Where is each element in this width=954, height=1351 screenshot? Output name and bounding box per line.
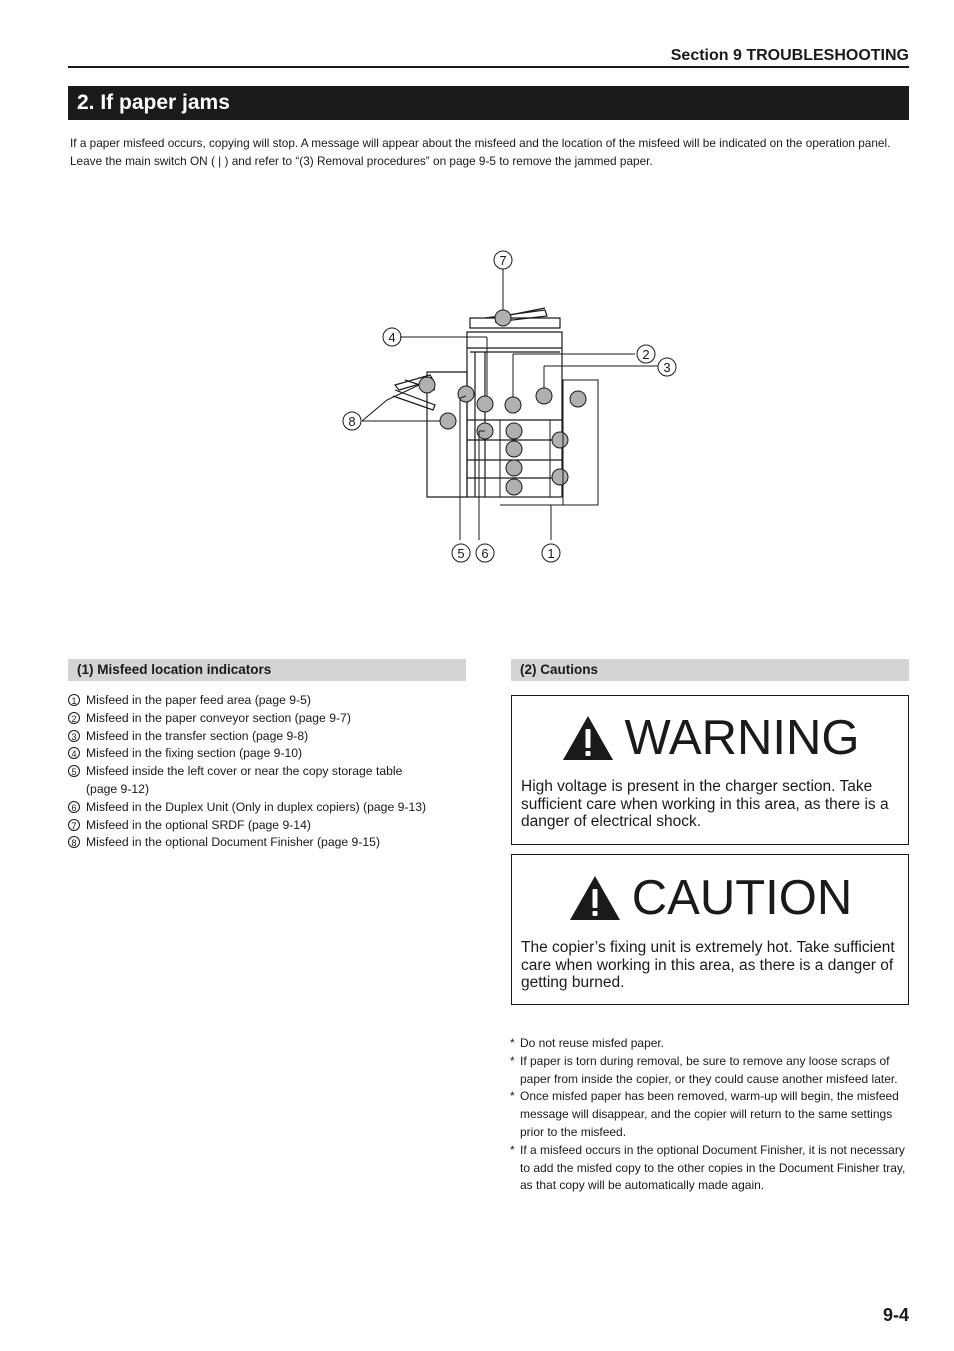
note-item: * If a misfeed occurs in the optional Document Finisher, it is not necessary to add the misfed copy to the other copies in the Document Finisher tray, as that copy will be automatically made again. <box>510 1142 906 1193</box>
cautions-heading-text: (2) Cautions <box>520 662 599 677</box>
caution-header <box>512 857 908 939</box>
caution-box <box>511 854 909 1005</box>
number-badge: 3 <box>68 730 80 742</box>
list-item: 1 Misfeed in the paper feed area (page 9-5) <box>68 692 468 710</box>
list-item: 6 Misfeed in the Duplex Unit (Only in duplex copiers) (page 9-13) <box>68 799 468 817</box>
callout-1: 1 <box>547 546 555 561</box>
intro-paragraph: If a paper misfeed occurs, copying will stop. A message will appear about the misfeed and the location of the misfeed will be indicated on the operation panel. Leave the main switch ON ( | ) and refer to “(3) Removal procedures” on page 9-5 to remove the jammed paper. <box>70 136 891 168</box>
list-item: 7 Misfeed in the optional SRDF (page 9-14) <box>68 817 468 835</box>
caution-triangle-icon <box>568 874 622 922</box>
list-item: 2 Misfeed in the paper conveyor section (page 9-7) <box>68 710 468 728</box>
number-badge: 4 <box>68 747 80 759</box>
number-badge: 5 <box>68 765 80 777</box>
note-item: * Once misfed paper has been removed, warm-up will begin, the misfeed message will disappear, and the copier will return to the same settings prior to the misfeed. <box>510 1089 899 1139</box>
caution-text: The copier’s fixing unit is extremely hot. Take sufficient care when working in this area, as there is a danger of getting burned. <box>521 939 895 991</box>
number-badge: 6 <box>68 801 80 813</box>
indicators-heading-text: (1) Misfeed location indicators <box>77 662 272 677</box>
note-item: * Do not reuse misfed paper. <box>510 1036 665 1050</box>
callout-6: 6 <box>481 546 489 561</box>
number-badge: 2 <box>68 712 80 724</box>
rollers <box>419 310 586 495</box>
warning-triangle-icon <box>561 714 615 762</box>
srdf-unit <box>470 308 560 328</box>
copier-diagram <box>335 240 695 580</box>
callout-2: 2 <box>642 347 650 362</box>
callout-4: 4 <box>388 330 396 345</box>
number-badge: 7 <box>68 819 80 831</box>
caution-word: CAUTION <box>631 871 853 925</box>
list-item: 4 Misfeed in the fixing section (page 9-10) <box>68 745 468 763</box>
section-title: Section 9 TROUBLESHOOTING <box>670 47 909 64</box>
section-header <box>68 46 909 68</box>
warning-header <box>512 698 908 778</box>
callout-3: 3 <box>663 360 671 375</box>
list-item: 8 Misfeed in the optional Document Finisher (page 9-15) <box>68 834 468 852</box>
page-number: 9-4 <box>882 1305 909 1325</box>
indicators-heading <box>68 659 466 681</box>
page-title: 2. If paper jams <box>77 91 230 114</box>
cautions-heading <box>511 659 909 681</box>
page-title-bar <box>68 86 909 120</box>
notes-list <box>510 1035 910 1195</box>
callout-7: 7 <box>499 253 507 268</box>
list-item: 5 Misfeed inside the left cover or near the copy storage table (page 9-12) <box>68 763 431 799</box>
callout-5: 5 <box>457 546 465 561</box>
number-badge: 8 <box>68 836 80 848</box>
note-item: * If paper is torn during removal, be sure to remove any loose scraps of paper from inside the copier, or they could cause another misfeed later. <box>510 1053 898 1086</box>
callout-8: 8 <box>348 414 356 429</box>
warning-box <box>511 695 909 845</box>
warning-text: High voltage is present in the charger section. Take sufficient care when working in this area, as there is a danger of electrical shock. <box>521 778 889 830</box>
warning-word: WARNING <box>624 711 860 765</box>
list-item: 3 Misfeed in the transfer section (page 9-8) <box>68 728 468 746</box>
indicators-list <box>68 692 468 852</box>
number-badge: 1 <box>68 694 80 706</box>
